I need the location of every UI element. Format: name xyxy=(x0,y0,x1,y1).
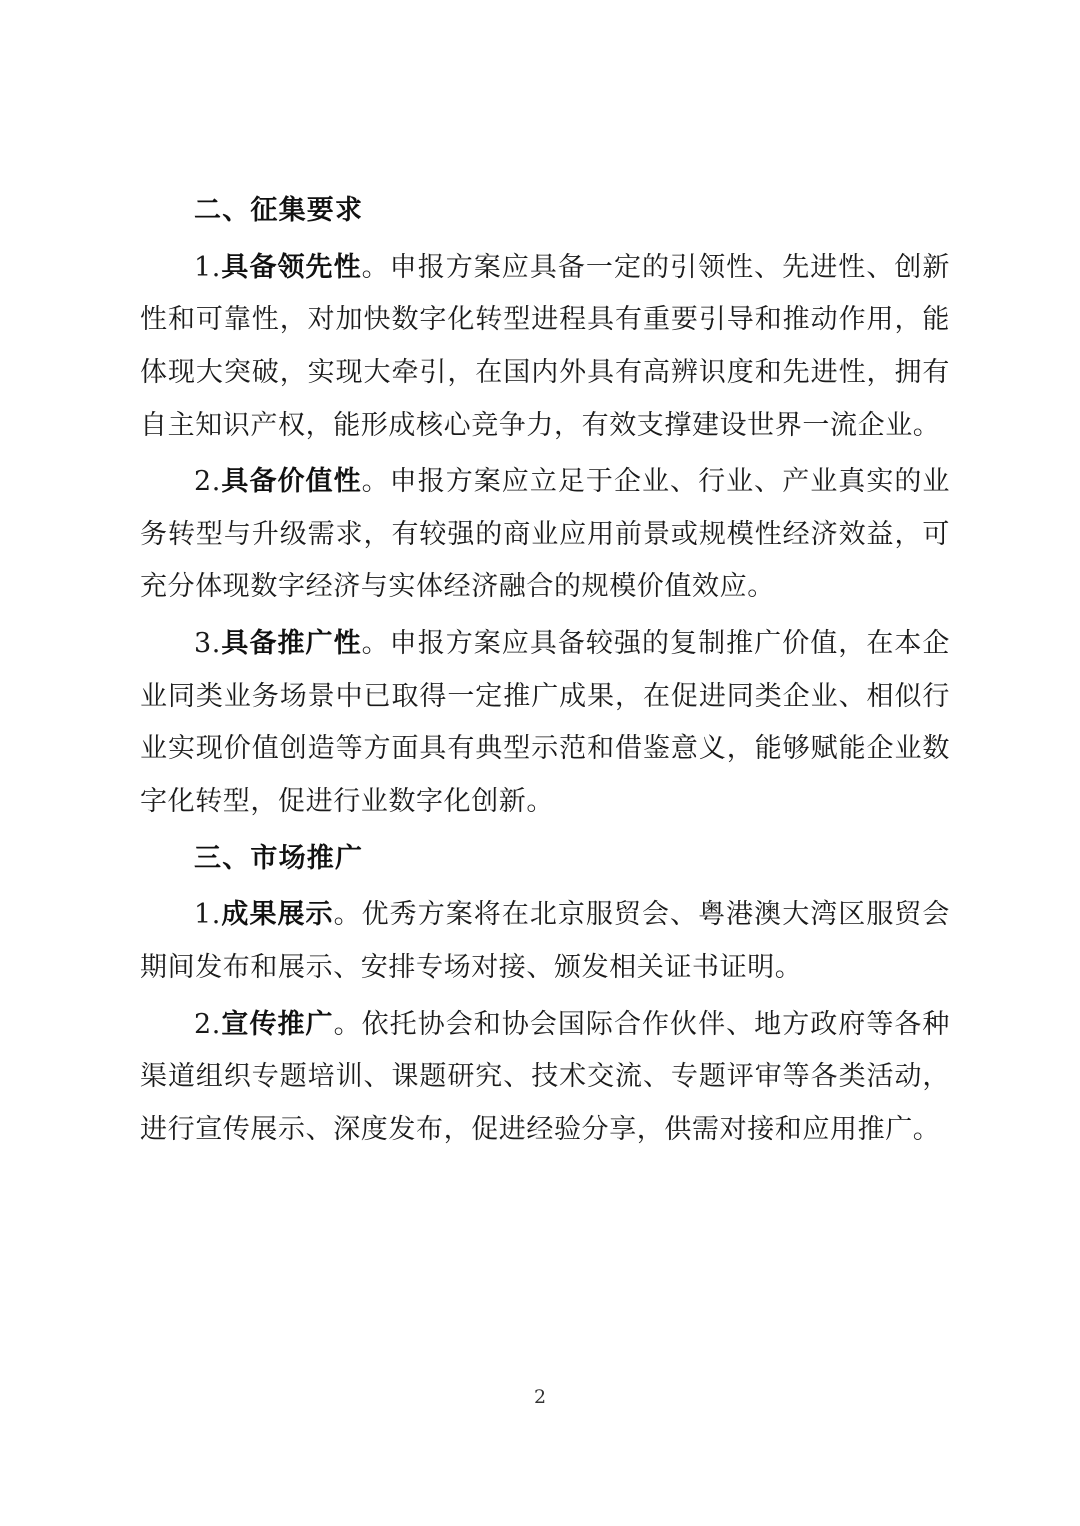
section-heading-collection-requirements: 二、征集要求 xyxy=(194,195,364,226)
paragraph-text: 。申报方案应具备一定的引领性、先进性、创新性和可靠性，对加快数字化转型进程具有重要引导和推动作用，能体现大突破，实现大牵引，在国内外具有高辨识度和先进性，拥有自主知识产权，能形成核心竞争力，有效支撑建设世界一流企业。 xyxy=(140,251,950,441)
paragraph-lead: 成果展示 xyxy=(220,899,334,931)
document-body xyxy=(140,185,950,1161)
paragraph-lead: 宣传推广 xyxy=(220,1008,334,1040)
paragraph-number: 2. xyxy=(194,466,221,498)
paragraph-text: 。依托协会和协会国际合作伙伴、地方政府等各种渠道组织专题培训、课题研究、技术交流、专题评审等各类活动，进行宣传展示、深度发布，促进经验分享，供需对接和应用推广。 xyxy=(140,1008,951,1145)
section-heading-market-promotion: 三、市场推广 xyxy=(194,842,364,874)
paragraph-number: 1. xyxy=(194,251,221,283)
paragraph-number: 2. xyxy=(194,1008,221,1040)
paragraph-lead: 具备领先性 xyxy=(220,251,362,283)
paragraph-leadership xyxy=(140,242,950,453)
paragraph-text: 。申报方案应立足于企业、行业、产业真实的业务转型与升级需求，有较强的商业应用前景或规模性经济效益，可充分体现数字经济与实体经济融合的规模价值效应。 xyxy=(140,466,950,603)
page-number: 2 xyxy=(533,1386,547,1408)
paragraph-lead: 具备推广性 xyxy=(220,628,362,660)
paragraph-achievement-display xyxy=(140,889,950,994)
paragraph-text: 。优秀方案将在北京服贸会、粤港澳大湾区服贸会期间发布和展示、安排专场对接、颁发相关证书证明。 xyxy=(140,899,951,983)
paragraph-promotability xyxy=(140,618,950,829)
paragraph-value xyxy=(140,456,950,614)
paragraph-publicity-promotion xyxy=(140,999,950,1157)
paragraph-text: 。申报方案应具备较强的复制推广价值，在本企业同类业务场景中已取得一定推广成果，在促进同类企业、相似行业实现价值创造等方面具有典型示范和借鉴意义，能够赋能企业数字化转型，促进行业数字化创新。 xyxy=(140,628,950,818)
paragraph-number: 1. xyxy=(194,899,221,931)
paragraph-lead: 具备价值性 xyxy=(220,466,362,498)
paragraph-number: 3. xyxy=(194,628,221,660)
